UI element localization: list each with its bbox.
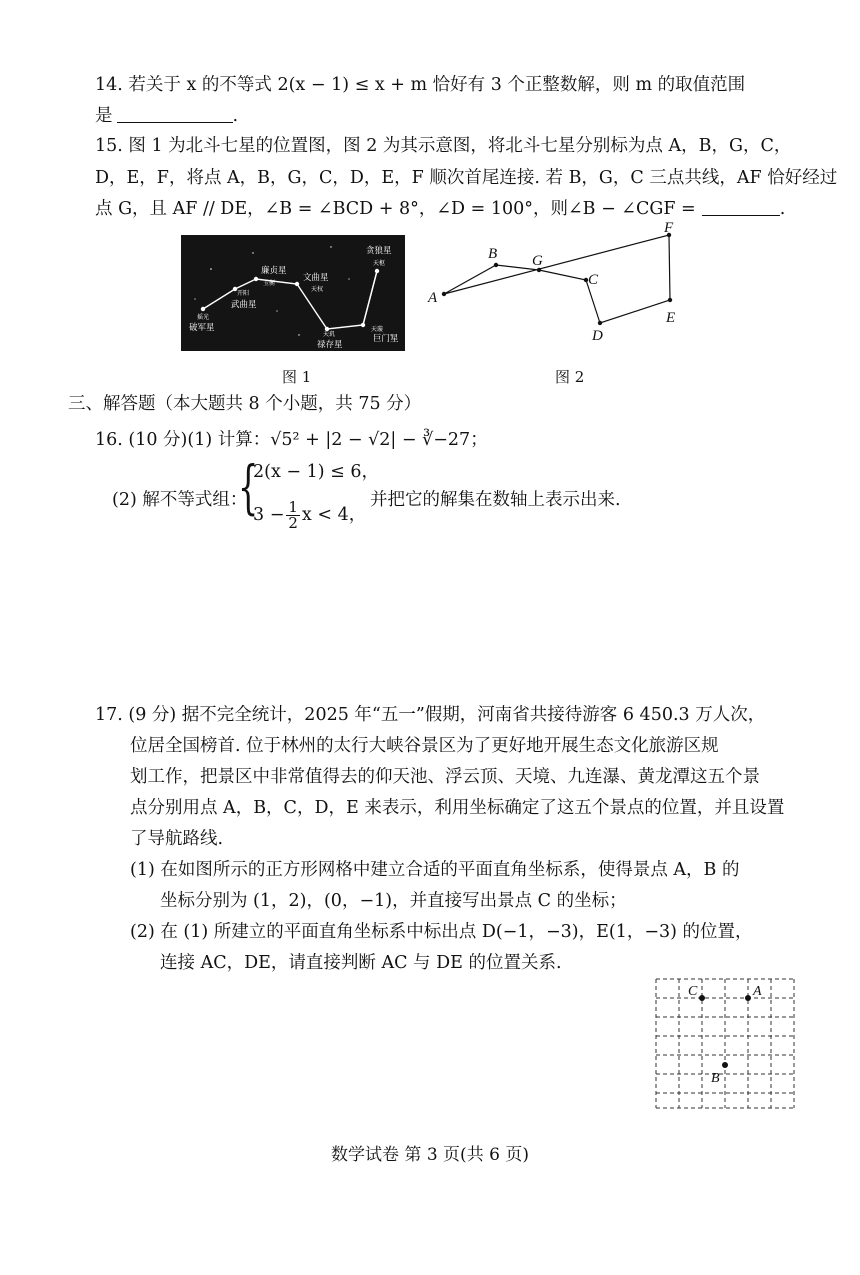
- star-sub-tianshu: 天枢: [373, 261, 386, 267]
- q16-ineq2-post: x < 4，: [301, 505, 367, 525]
- figure1-big-dipper-photo: [181, 235, 405, 351]
- q15-answer-blank: [702, 199, 780, 216]
- q17-sub1-line1: (1) 在如图所示的正方形网格中建立合适的平面直角坐标系，使得景点 A，B 的: [130, 860, 740, 880]
- q14-line1: 14. 若关于 x 的不等式 2(x − 1) ≤ x + m 恰好有 3 个正整数解，则 m 的取值范围: [95, 75, 746, 95]
- grid-point-b: [722, 1062, 728, 1068]
- star-label-jumen: 巨门星: [373, 333, 399, 343]
- q16-part2-label: (2) 解不等式组：: [112, 490, 248, 510]
- q15-line3-text: 点 G，且 AF // DE，∠B = ∠BCD + 8°，∠D = 100°，则∠B − ∠CGF =: [95, 199, 696, 219]
- point-label-e: E: [666, 310, 676, 326]
- figure1-caption: 图 1: [282, 368, 312, 386]
- heptagon-outline: [444, 235, 670, 323]
- q15-line2: D，E，F，将点 A，B，G，C，D，E，F 顺次首尾连接. 若 B，G，C 三点共线，AF 恰好经过: [95, 168, 838, 188]
- page-footer: 数学试卷 第 3 页(共 6 页): [331, 1145, 529, 1165]
- point-label-g: G: [532, 253, 543, 269]
- point-label-a: A: [428, 290, 438, 306]
- star-sub-kaiyang: 开阳: [237, 291, 250, 297]
- q17-line4: 点分别用点 A，B，C，D，E 来表示，利用坐标确定了这五个景点的位置，并且设置: [130, 798, 785, 818]
- point-label-b: B: [488, 246, 498, 262]
- q14-line2: [95, 104, 238, 128]
- grid-label-c: C: [688, 984, 698, 999]
- grid-point-a: [745, 995, 751, 1001]
- q15-period: .: [779, 199, 786, 219]
- q14-answer-blank: [117, 106, 233, 123]
- q15-line3: [95, 197, 785, 221]
- star-label-wenqu: 文曲星: [303, 272, 329, 282]
- figure2-schematic: [420, 220, 690, 350]
- q14-period: .: [232, 106, 239, 126]
- star-label-lucun: 禄存星: [317, 339, 343, 349]
- star-label-wuqu: 武曲星: [231, 299, 257, 309]
- q17-sub2-line2: 连接 AC，DE，请直接判断 AC 与 DE 的位置关系.: [160, 953, 562, 973]
- q15-line1: 15. 图 1 为北斗七星的位置图，图 2 为其示意图，将北斗七星分别标为点 A，B，G，C，: [95, 136, 792, 156]
- q16-fraction: [286, 500, 300, 531]
- q16-inequality-1: 2(x − 1) ≤ 6，: [253, 462, 380, 482]
- q17-line5: 了导航路线.: [130, 829, 224, 849]
- star-sub-tianji: 天玑: [323, 332, 336, 338]
- q17-line2: 位居全国榜首. 位于林州的太行大峡谷景区为了更好地开展生态文化旅游区规: [130, 736, 719, 756]
- dashed-grid-lines: [656, 979, 794, 1108]
- q16-inequality-2: [253, 500, 366, 531]
- point-label-d: D: [592, 328, 603, 344]
- q14-line2-text: 是: [95, 106, 113, 126]
- figure2-caption: 图 2: [555, 368, 585, 386]
- star-sub-yuheng: 玉衡: [263, 281, 276, 287]
- system-brace: {: [238, 453, 259, 521]
- fraction-denominator: 2: [288, 514, 298, 532]
- grid-label-a: A: [753, 984, 762, 999]
- section3-title: 三、解答题（本大题共 8 个小题，共 75 分）: [68, 394, 422, 414]
- q17-coordinate-grid: [652, 975, 798, 1113]
- star-sub-tianquan: 天权: [311, 287, 324, 293]
- q17-line3: 划工作，把景区中非常值得去的仰天池、浮云顶、天境、九连瀑、黄龙潭这五个景: [130, 767, 760, 787]
- q17-sub1-line2: 坐标分别为 (1，2)，(0，−1)，并直接写出景点 C 的坐标；: [160, 891, 627, 911]
- star-sub-yaoguang: 摇光: [197, 315, 210, 321]
- q16-part1: 16. (10 分)(1) 计算：√5² + |2 − √2| − ∛−27；: [95, 430, 488, 450]
- q17-sub2-line1: (2) 在 (1) 所建立的平面直角坐标系中标出点 D(−1，−3)，E(1，−3) 的位置，: [130, 922, 753, 942]
- star-sub-tianxuan: 天璇: [371, 327, 384, 333]
- grid-label-b: B: [711, 1071, 720, 1086]
- fraction-numerator: 1: [288, 498, 298, 516]
- star-label-pojun: 破军星: [189, 322, 215, 332]
- point-label-f: F: [664, 220, 674, 236]
- q17-line1: 17. (9 分) 据不完全统计，2025 年“五一”假期，河南省共接待游客 6 450.3 万人次，: [95, 705, 766, 725]
- q16-ineq2-pre: 3 −: [253, 505, 285, 525]
- star-label-tanlang: 贪狼星: [366, 245, 392, 255]
- point-label-c: C: [588, 272, 599, 288]
- grid-point-c: [699, 995, 705, 1001]
- star-label-lianzhen: 廉贞星: [261, 265, 287, 275]
- q16-part2-tail: 并把它的解集在数轴上表示出来.: [370, 490, 621, 510]
